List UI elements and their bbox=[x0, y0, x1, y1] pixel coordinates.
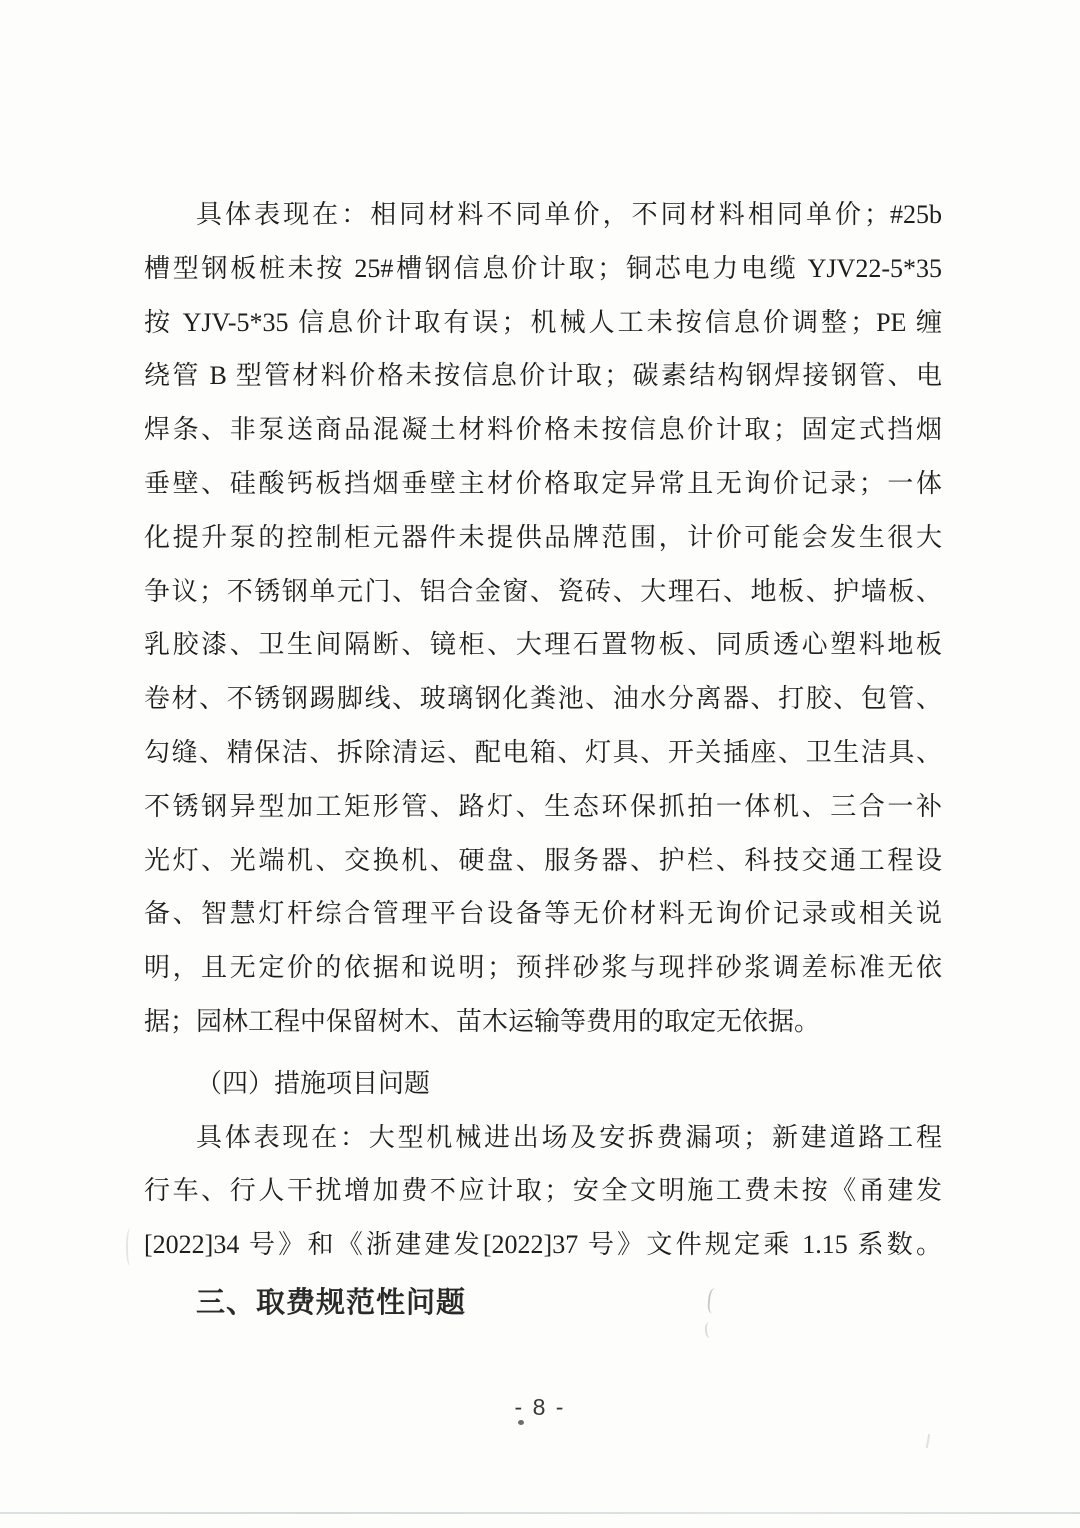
text-line: 垂壁、硅酸钙板挡烟垂壁主材价格取定异常且无询价记录；一体 bbox=[144, 468, 942, 498]
text-line: 明，且无定价的依据和说明；预拌砂浆与现拌砂浆调差标准无依 bbox=[144, 953, 942, 983]
text-line: 化提升泵的控制柜元器件未提供品牌范围，计价可能会发生很大 bbox=[144, 522, 942, 552]
text-line: 备、智慧灯杆综合管理平台设备等无价材料无询价记录或相关说 bbox=[144, 899, 942, 929]
text-line: 不锈钢异型加工矩形管、路灯、生态环保抓拍一体机、三合一补 bbox=[144, 791, 942, 821]
text-line: 争议；不锈钢单元门、铝合金窗、瓷砖、大理石、地板、护墙板、 bbox=[144, 576, 942, 606]
text-line: 光灯、光端机、交换机、硬盘、服务器、护栏、科技交通工程设 bbox=[144, 845, 942, 875]
text-line: 焊条、非泵送商品混凝土材料价格未按信息价计取；固定式挡烟 bbox=[144, 415, 942, 445]
scan-artifact bbox=[926, 1434, 930, 1448]
text-line: 乳胶漆、卫生间隔断、镜柜、大理石置物板、同质透心塑料地板 bbox=[144, 630, 942, 660]
text-line: 行车、行人干扰增加费不应计取；安全文明施工费未按《甬建发 bbox=[144, 1176, 942, 1206]
subsection-heading: （四）措施项目问题 bbox=[196, 1068, 431, 1098]
text-line: 槽型钢板桩未按 25#槽钢信息价计取；铜芯电力电缆 YJV22-5*35 bbox=[144, 253, 942, 283]
text-line: 勾缝、精保洁、拆除清运、配电箱、灯具、开关插座、卫生洁具、 bbox=[144, 737, 942, 767]
text-line: 具体表现在：大型机械进出场及安拆费漏项；新建道路工程 bbox=[196, 1122, 942, 1152]
text-line: 卷材、不锈钢踢脚线、玻璃钢化粪池、油水分离器、打胶、包管、 bbox=[144, 684, 942, 714]
section-heading: 三、取费规范性问题 bbox=[196, 1286, 467, 1319]
text-line: 据；园林工程中保留树木、苗木运输等费用的取定无依据。 bbox=[144, 1006, 821, 1036]
document-body bbox=[144, 188, 942, 1331]
text-line: 绕管 B 型管材料价格未按信息价计取；碳素结构钢焊接钢管、电 bbox=[144, 361, 942, 391]
text-line: 按 YJV-5*35 信息价计取有误；机械人工未按信息价调整；PE 缠 bbox=[144, 307, 942, 337]
text-line: [2022]34 号》和《浙建建发[2022]37 号》文件规定乘 1.15 系数。 bbox=[144, 1230, 942, 1260]
scan-edge-line bbox=[0, 1512, 1080, 1514]
page-number: - 8 - bbox=[514, 1394, 566, 1420]
scan-artifact bbox=[518, 1420, 524, 1425]
text-line: 具体表现在：相同材料不同单价，不同材料相同单价；#25b bbox=[196, 200, 942, 229]
scan-artifact bbox=[126, 1228, 134, 1266]
scan-artifact bbox=[704, 1322, 715, 1339]
